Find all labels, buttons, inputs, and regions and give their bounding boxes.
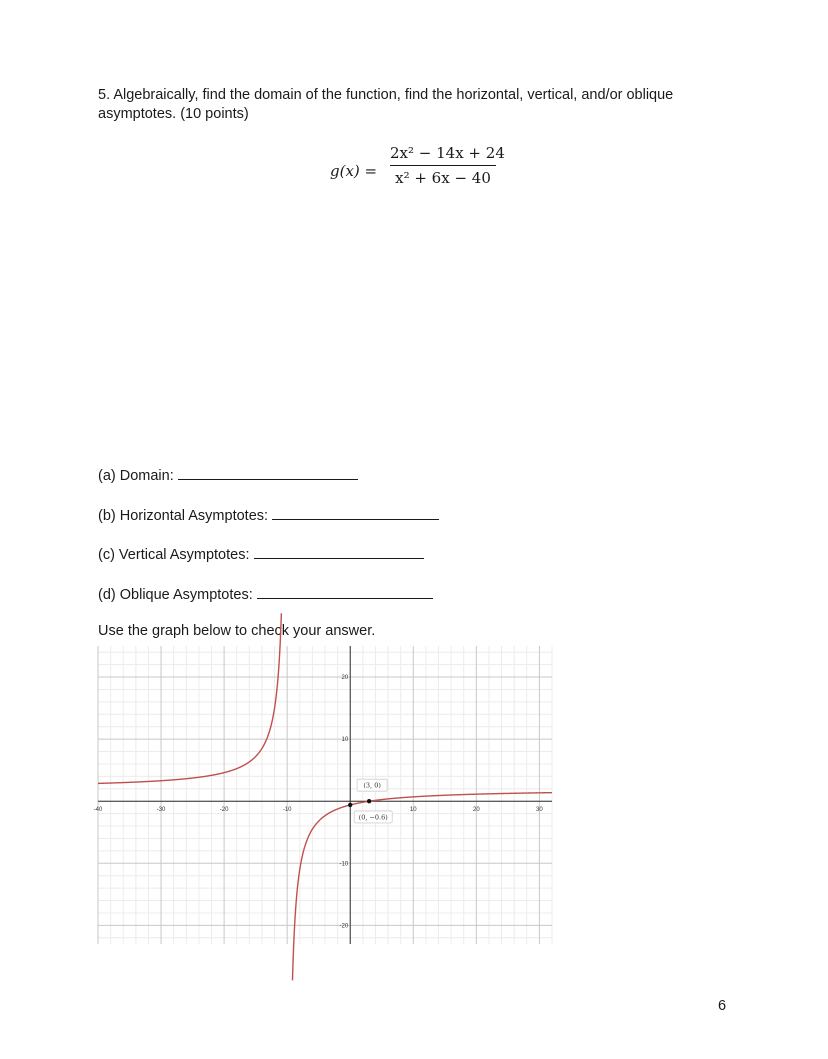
- part-d-label: (d) Oblique Asymptotes:: [98, 587, 253, 603]
- grid-minor: [98, 646, 552, 944]
- point-label: (0, −0.6): [358, 813, 388, 822]
- point-label: (3, 0): [363, 781, 381, 790]
- point-marker: [367, 799, 371, 803]
- question-prompt: [98, 86, 738, 124]
- formula-denominator: x² + 6x − 40: [395, 169, 491, 187]
- formula-numerator: 2x² − 14x + 24: [390, 144, 505, 162]
- oblique-asymptote-answer-blank[interactable]: [257, 584, 433, 599]
- domain-answer-blank[interactable]: [178, 465, 358, 480]
- y-tick-label: 10: [341, 737, 349, 744]
- part-a-domain: [98, 465, 358, 484]
- vertical-asymptote-answer-blank[interactable]: [254, 544, 424, 559]
- point-marker: [348, 803, 352, 807]
- question-line-1: 5. Algebraically, find the domain of the function, find the horizontal, vertical, and/or oblique: [98, 87, 674, 103]
- x-tick-label: -10: [282, 807, 292, 814]
- page-number: 6: [718, 998, 727, 1014]
- horizontal-asymptote-answer-blank[interactable]: [272, 505, 439, 520]
- function-graph: [93, 646, 552, 944]
- part-c-vertical: [98, 544, 424, 563]
- fraction-bar: [390, 165, 496, 166]
- y-tick-label: 20: [341, 675, 349, 682]
- question-line-2: asymptotes. (10 points): [98, 106, 249, 122]
- x-tick-label: -30: [156, 807, 166, 814]
- part-c-label: (c) Vertical Asymptotes:: [98, 547, 250, 563]
- formula-fraction: [390, 144, 505, 187]
- part-d-oblique: [98, 584, 433, 603]
- x-tick-label: -20: [219, 807, 229, 814]
- part-b-horizontal: [98, 505, 439, 524]
- x-tick-label: -40: [93, 807, 103, 814]
- y-tick-label: -20: [339, 923, 349, 930]
- x-tick-label: 20: [472, 807, 480, 814]
- part-b-label: (b) Horizontal Asymptotes:: [98, 508, 269, 524]
- formula-lhs: g(x) =: [330, 162, 378, 180]
- x-tick-label: 30: [536, 807, 543, 814]
- y-tick-label: -10: [339, 861, 349, 868]
- x-tick-label: 10: [409, 807, 417, 814]
- graph-instruction: Use the graph below to check your answer.: [98, 623, 376, 639]
- part-a-label: (a) Domain:: [98, 468, 174, 484]
